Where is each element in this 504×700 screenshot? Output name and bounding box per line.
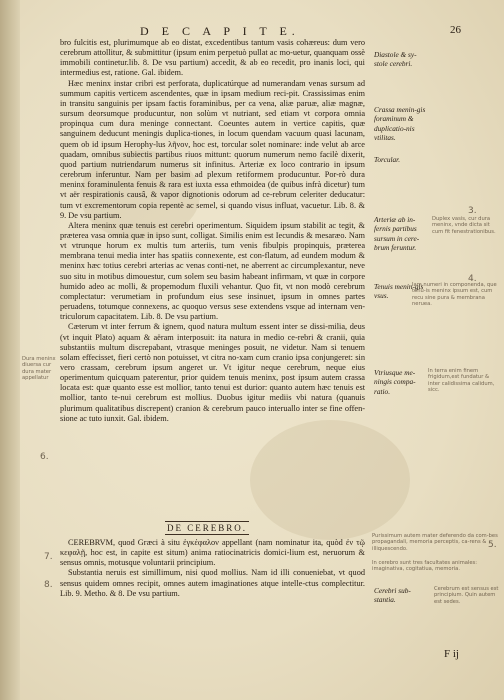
running-header: D E C A P I T E. <box>140 24 300 38</box>
handwritten-note: Iam numeri in componenda, que tenu-is meninx ipsum est, cum recu sine pura & membrana neruea. <box>412 282 497 308</box>
margin-number: 3. <box>468 206 477 216</box>
signature-mark: F ij <box>444 648 459 660</box>
page-gutter <box>0 0 20 700</box>
sidenote: Vtriusque me-ningis compa-ratio. <box>374 368 416 396</box>
chapter-text-block <box>60 538 365 599</box>
sidenote: Torcular. <box>374 155 401 164</box>
handwritten-note: Cerebrum est sensus est principium. Quin autem est sedes. <box>434 586 499 605</box>
margin-number: 7. <box>44 552 53 562</box>
handwritten-note: Purissimum autem mater deferendo da com-bes propagandali, memoria perceptis, ca-rens & illiquescendo. <box>372 533 498 552</box>
paragraph: CEREBRVM, quod Græci à situ ἐγκέφαλον appellant (nam nominatur ita, quòd ἐν τῷ κεφαλῇ, hoc est, in capite est situm) anima ratiocinatricis domici-lium est, neruorum & sensus omnis, motusque voluntarii principium. <box>60 538 365 568</box>
sidenote: Diastole & sy-stole cerebri. <box>374 50 417 69</box>
margin-number: 8. <box>44 580 53 590</box>
sidenote: Arteriæ ab in-fernis partibus sursum in cere-brum feruntur. <box>374 215 420 252</box>
margin-number: 6. <box>40 452 49 462</box>
page-number: 26 <box>450 24 461 36</box>
main-text-block <box>60 38 365 424</box>
handwritten-note: In cerebro sunt tres facultates animales: imaginativa, cogitatiua, memoria. <box>372 560 478 573</box>
handwritten-note: Dura meninx diuersa cur dura mater appellatur <box>22 356 56 382</box>
chapter-heading: DE CEREBRO. <box>167 523 248 533</box>
paragraph: Substantia neruis est simillimum, nisi quod mollius. Nam id illi conueniebat, vt quod sensus quidem omnes recipit, omnes autem imaginationes atque intelle-ctus complectitur. Lib. 9. Metho. & 8. De vsu partium. <box>60 568 365 598</box>
handwritten-note: Duplex vasis, cur dura meninx, vnde dicta sit cum fit fenestrationibus. <box>432 216 496 235</box>
paragraph: Altera meninx quæ tenuis est cerebri operimentum. Siquidem ipsum stabilit ac tegit, & præterea vasa omnia quæ in ipso sunt, colligat. Similis enim est Iecundis & mesaræo. Nam vt vtrunque horum ex multis tum arteriis, tum venis fibulpis propinquis, præterea membrana tenui media inter has spatiis connexente, est con-flatum, ad eundem modum & meninx hæc totius cerebri arterias ac venas conti-net, ne aberrent ac circumplexantur, neve suo situ in motibus dimouestur, cum solem seu basim habeant infirmam, vt quæ in corpore humido adeo ac molli, & propemodum fluxili vehantur. Quo fit, vt non modò cerebrum complectatur: verumetiam in profundum eius sese insinuet, ipsum in omnes partes peruadens, totumque connexens, ac quoquo versus sese extendens vsque ad internam ven-triculorum capacitatem. Lib. 8. De vsu partium. <box>60 220 365 322</box>
sidenote: Tenuis menin-gis vsus. <box>374 282 424 301</box>
sidenote: Cerebri sub-stantia. <box>374 586 411 605</box>
margin-number: 4. <box>468 274 477 284</box>
paragraph: Hæc meninx instar cribri est perforata, duplicatúrque ad numerandam venas sursum ad summum capitis verticem ascendentes, quæ in ipsam medium reci-pit. Crassissimas enim in transitu sanguinis per ipsam factis foraminibus, per ca vena, aliæ paruæ, aliæ magnæ, sursum deorsumque producuntur, non solùm vt nutriant, sed etiam vt corpora omnia propinqua cum dura meninge connectant. Coeuntes autem in vertice capitis, quæ sanguinem deducunt meningis duplica-tiones, in locum quendam vacuum quasi lacunam, quem ob id ipsum Herophy-lus λῆνον, hoc est, torcular solet nominare: inde velut ab arce quadam, omnibus subiectis partibus riuos mittunt: quorum numerum nemo facilè dixerit, quod partium nutriendarum numerus sit infinitus. Arteriæ ex loco contrario in ipsum cerebrum inferuntur. Nam per basim ad plexum retiformem producuntur. Por-rò dura meninx foraminulenta fenuis & rara est iuxta essa ethmoidea (de quibus infrà dicetur) tum vt aër respirationis causâ, & vapor dignotionis odorum ad ce-rebrum celeriter deducatur: tum vt excrementorum copia repentè ac semel, si quando visus influat, vacuetur. Lib. 8. & 9. De vsu partium. <box>60 78 365 220</box>
sidenote: Crassa menin-gis foraminum & duplicatio-nis vtilitas. <box>374 105 426 142</box>
water-stain <box>250 420 410 540</box>
handwritten-note: In terra enim finem frigidum,est fundatur & inter calidissima calidum, sicc. <box>428 368 495 394</box>
paragraph: bro fulcitis est, plurimumque ab eo distat, excedentibus tantum vasis cohæreus: dum vero cerebrum attollitur, & submittitur (ipsum enim perpetuò pullat ac mo-uetur, quanquam ossè immobili continetur.lib. 8. De vsu partium) accedit, & ab eo recedit, pro inanis loci, qui intermedius est, ratione. Gal. ibidem. <box>60 38 365 78</box>
paragraph: Cæterum vt inter ferrum & ignem, quod natura multum essent inter se dissi-milia, deus (vt inquit Plato) aquam & aëram interposuit: ita natura in medio ce-rebri & cranii, quia substantiis multum discrepabant, vtrasque meninges posuit, ne videtur. Nam si tenuem solam effecisset, fieri certò non potuisset, vt citra no-xam cum cranio ipsa conjungeret: sin vero crassam, cerebrum ipsum angeret ur. Vt igitur neque cerebrum, neque eius operimentum quicquam paterentur, prior quidem tenuis meninx, post ipsum autem crassa locata est: quæ quanto esse est mollior, tanto tenui est durior: quanto autem hæc tenuis est mollior, tanto te-nui cerebrum est mollius. Duobus igitur mediis vbi natura (quanuis plurimum qualitatibus discrepent) cranion & cerebrum pauco interuallo inter se fine offen-sione ac tuto iunxit. Gal. ibidem. <box>60 322 365 423</box>
margin-number: 5. <box>488 540 497 550</box>
